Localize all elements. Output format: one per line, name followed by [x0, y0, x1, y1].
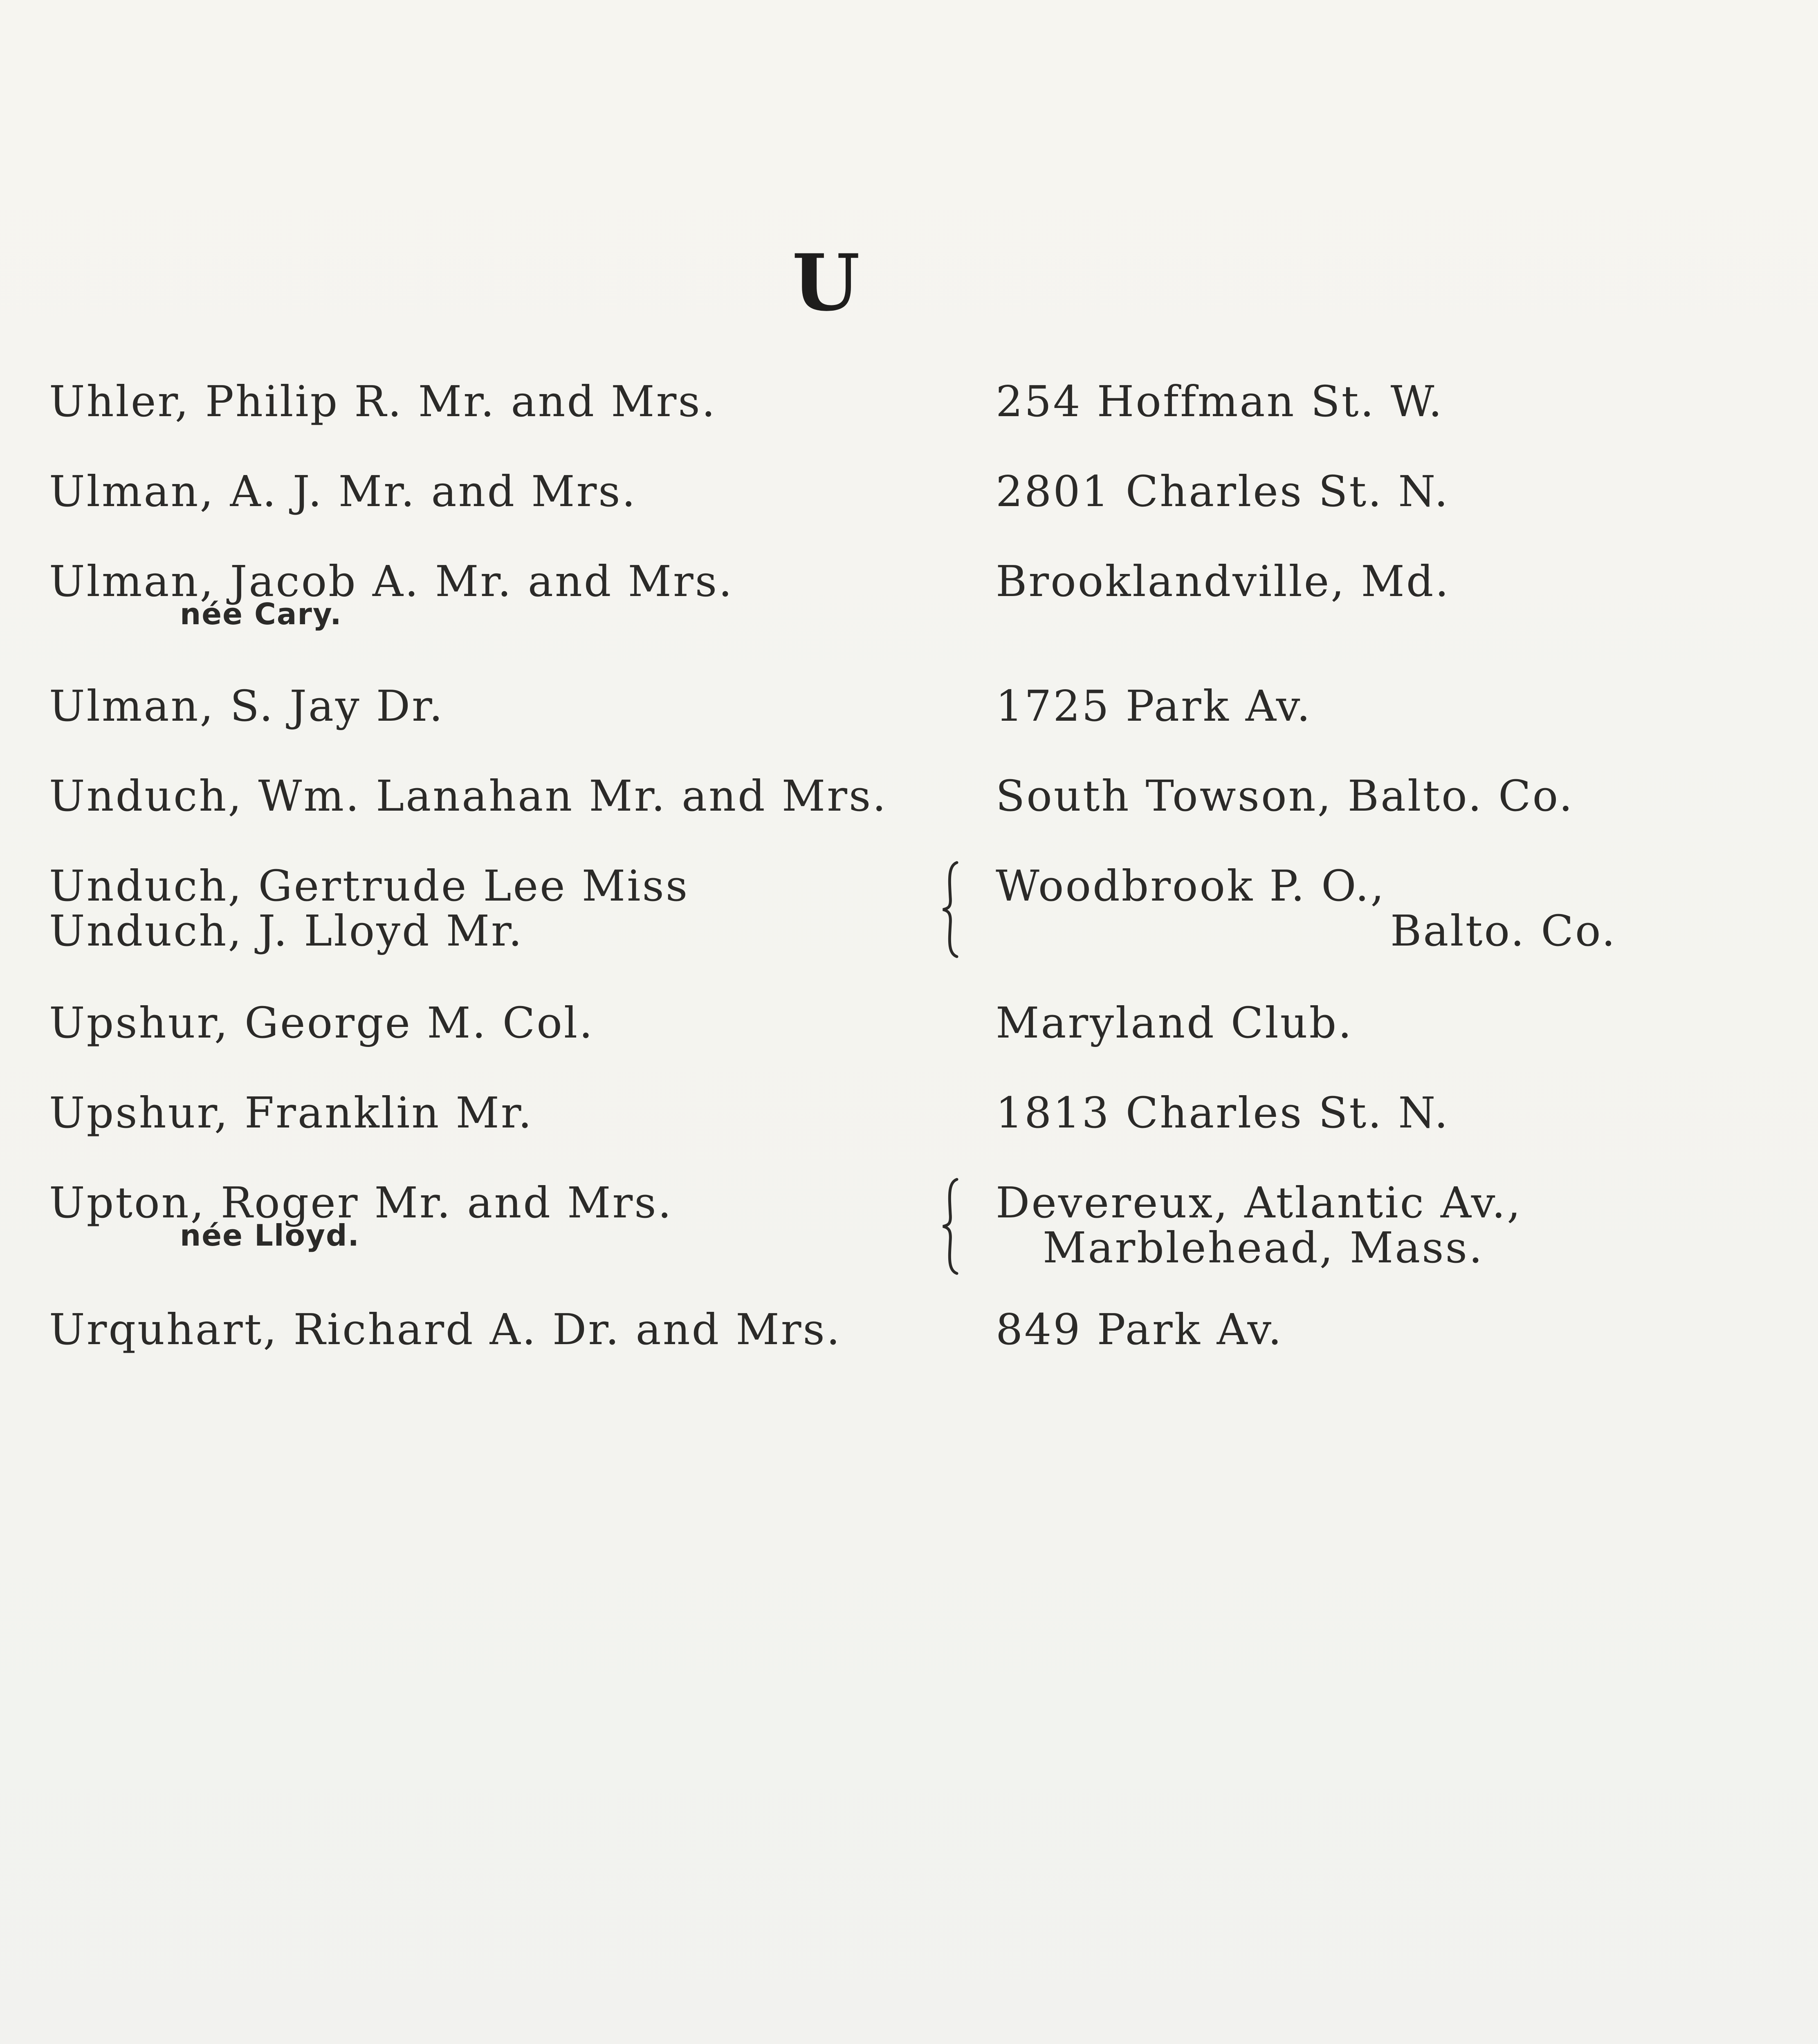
- entry-name: Unduch, Wm. Lanahan Mr. and Mrs.: [49, 771, 888, 821]
- entry-name: Unduch, Gertrude Lee Miss: [49, 861, 689, 911]
- curly-brace: [936, 858, 965, 961]
- entry-name: Upton, Roger Mr. and Mrs.: [49, 1178, 673, 1228]
- entry-name: Urquhart, Richard A. Dr. and Mrs.: [49, 1304, 842, 1354]
- curly-brace: [936, 1175, 965, 1278]
- entry-name: Ulman, A. J. Mr. and Mrs.: [49, 466, 637, 516]
- entry-address: Woodbrook P. O.,: [996, 861, 1386, 911]
- entry-address-second: Balto. Co.: [1390, 906, 1617, 956]
- entry-name: Ulman, Jacob A. Mr. and Mrs.: [49, 556, 734, 606]
- entry-address: 254 Hoffman St. W.: [996, 377, 1444, 426]
- entry-address: 2801 Charles St. N.: [996, 466, 1450, 516]
- entry-name: Upshur, Franklin Mr.: [49, 1088, 534, 1138]
- entry-address: Brooklandville, Md.: [996, 556, 1450, 606]
- entry-address-second: Marblehead, Mass.: [1043, 1223, 1484, 1273]
- entry-address: Maryland Club.: [996, 998, 1353, 1048]
- entry-address: South Towson, Balto. Co.: [996, 771, 1574, 821]
- entry-address: 1725 Park Av.: [996, 681, 1312, 731]
- entry-name-second: Unduch, J. Lloyd Mr.: [49, 906, 524, 956]
- entry-name: Upshur, George M. Col.: [49, 998, 595, 1048]
- entry-name: Uhler, Philip R. Mr. and Mrs.: [49, 377, 717, 426]
- entry-name: Ulman, S. Jay Dr.: [49, 681, 444, 731]
- entry-address: 849 Park Av.: [996, 1304, 1284, 1354]
- entry-address: 1813 Charles St. N.: [996, 1088, 1450, 1138]
- entry-address: Devereux, Atlantic Av.,: [996, 1178, 1522, 1228]
- entry-nee: née Lloyd.: [180, 1218, 360, 1253]
- entry-nee: née Cary.: [180, 597, 342, 631]
- section-letter: U: [792, 237, 860, 328]
